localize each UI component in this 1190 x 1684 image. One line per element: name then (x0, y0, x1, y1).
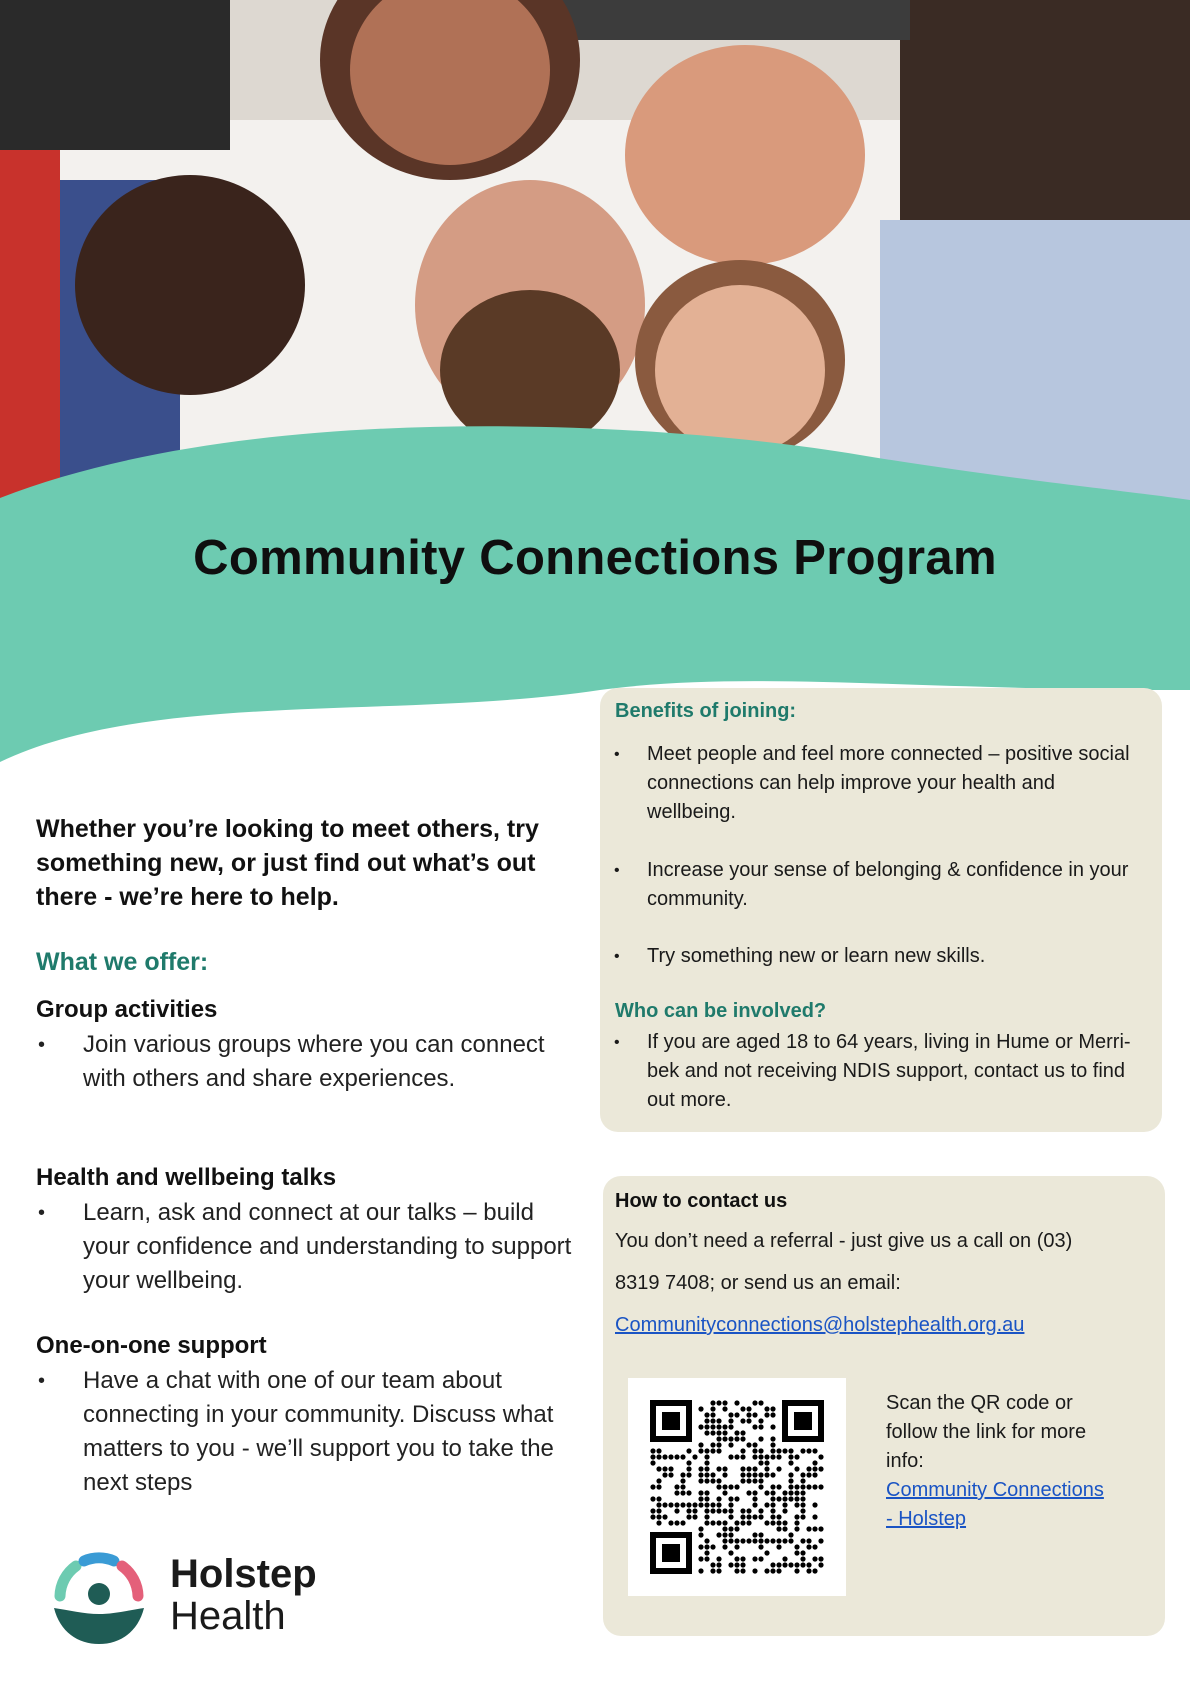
bullet-icon: • (38, 1370, 46, 1392)
qr-code[interactable] (628, 1378, 846, 1596)
brand-name-line2: Health (170, 1594, 286, 1638)
section-heading: Group activities (36, 996, 218, 1023)
contact-text-line2: 8319 7408; or send us an email: (615, 1272, 901, 1294)
list-item-text: Meet people and feel more connected – positive social connections can help improve your health and wellbeing. (647, 743, 1130, 823)
benefits-heading: Benefits of joining: (615, 700, 797, 722)
brand-name-line1: Holstep (170, 1552, 317, 1596)
bullet-icon: • (38, 1202, 46, 1224)
list-item-text: If you are aged 18 to 64 years, living in Hume or Merri-bek and not receiving NDIS support, contact us to find out more. (647, 1031, 1131, 1111)
qr-instructions (886, 1389, 1116, 1534)
page-title: Community Connections Program (193, 531, 997, 585)
list-item (36, 1196, 576, 1298)
bullet-icon: • (38, 1034, 46, 1056)
offer-section-group-activities (36, 996, 576, 1096)
qr-code-icon (628, 1378, 846, 1596)
list-item-text: Try something new or learn new skills. (647, 945, 986, 967)
list-item (600, 942, 1140, 971)
list-item (600, 856, 1140, 914)
list-item-text: Join various groups where you can connect with others and share experiences. (83, 1031, 545, 1092)
offer-section-health-talks (36, 1164, 576, 1298)
bullet-icon: • (614, 746, 620, 763)
contact-text-line1: You don’t need a referral - just give us a call on (03) (615, 1230, 1073, 1252)
contact-heading: How to contact us (615, 1190, 788, 1212)
list-item-text: Have a chat with one of our team about connecting in your community. Discuss what matters to you - we’ll support you to take the next steps (83, 1367, 554, 1496)
list-item-text: Increase your sense of belonging & confidence in your community. (647, 859, 1129, 910)
list-item (600, 1028, 1155, 1115)
intro-text: Whether you’re looking to meet others, try something new, or just find out what’s out there - we’re here to help. (36, 815, 539, 911)
what-we-offer-heading: What we offer: (36, 948, 209, 976)
list-item (36, 1364, 576, 1500)
holstep-logo-icon (46, 1544, 150, 1648)
bullet-icon: • (614, 1034, 620, 1051)
list-item-text: Learn, ask and connect at our talks – build your confidence and understanding to support your wellbeing. (83, 1199, 572, 1294)
section-heading: One-on-one support (36, 1332, 267, 1359)
bullet-icon: • (614, 862, 620, 879)
eligibility-heading: Who can be involved? (615, 1000, 827, 1022)
teal-wave-band (0, 0, 1190, 800)
section-heading: Health and wellbeing talks (36, 1164, 337, 1191)
list-item (36, 1028, 576, 1096)
qr-instructions-text: Scan the QR code or follow the link for more info: (886, 1392, 1087, 1472)
offer-section-one-on-one (36, 1332, 576, 1500)
community-connections-link[interactable]: Community Connections - Holstep (886, 1479, 1104, 1530)
email-link[interactable]: Communityconnections@holstephealth.org.au (615, 1314, 1025, 1336)
bullet-icon: • (614, 948, 620, 965)
list-item (600, 740, 1140, 827)
